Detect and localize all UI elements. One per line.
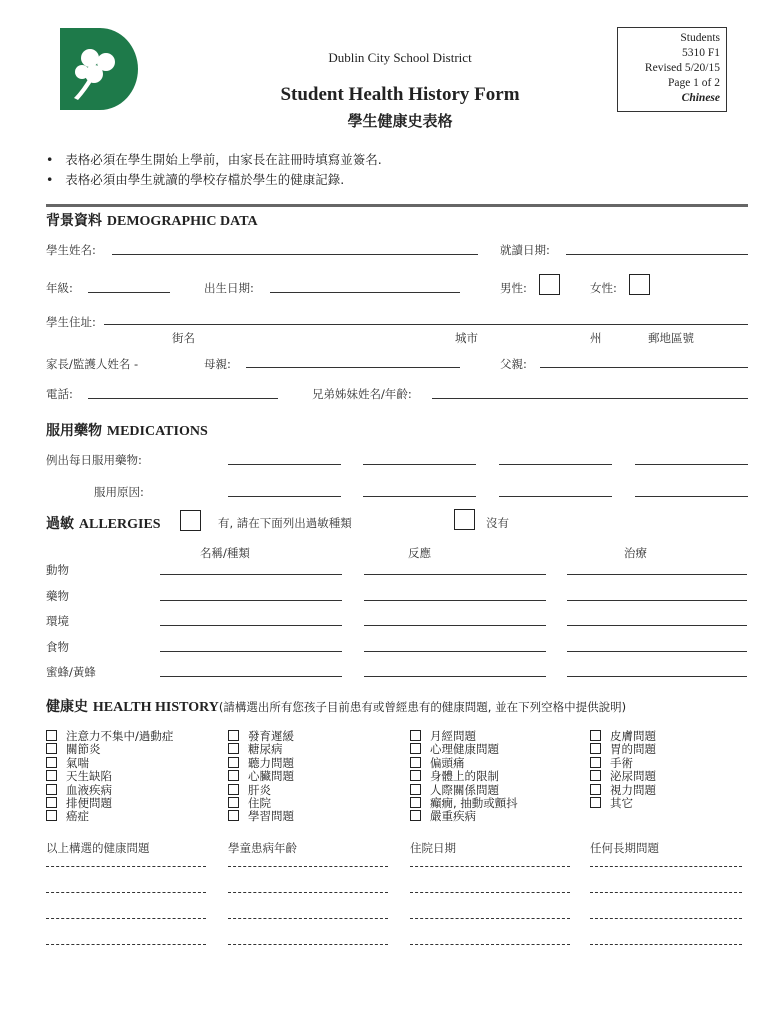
allergy-field-treatment[interactable] <box>567 676 747 677</box>
siblings-field[interactable] <box>432 398 748 399</box>
condition-label: 學習問題 <box>248 809 294 824</box>
condition-checkbox[interactable] <box>46 784 57 795</box>
hh-table-header-conditions: 以上構選的健康問題 <box>46 841 150 855</box>
condition-checkbox[interactable] <box>228 770 239 781</box>
allergies-no-label: 沒有 <box>486 516 509 530</box>
medication-field-2[interactable] <box>363 464 476 465</box>
health-detail-field[interactable] <box>228 918 388 919</box>
condition-list-3 <box>410 730 518 824</box>
condition-label: 排便問題 <box>66 796 112 811</box>
reason-field-3[interactable] <box>499 496 612 497</box>
condition-item[interactable] <box>410 743 518 756</box>
student-name-label: 學生姓名: <box>46 243 96 257</box>
condition-checkbox[interactable] <box>228 797 239 808</box>
guardian-label: 家長/監護人姓名 - <box>46 357 139 371</box>
condition-label: 血液疾病 <box>66 782 112 797</box>
condition-item[interactable] <box>590 797 656 810</box>
condition-label: 發育遲緩 <box>248 729 294 743</box>
hh-table-header-age: 學童患病年齡 <box>228 841 297 855</box>
condition-checkbox[interactable] <box>46 770 57 781</box>
condition-label: 住院 <box>248 796 271 811</box>
allergy-row-label: 蜜蜂/黃蜂 <box>46 665 96 679</box>
birth-date-label: 出生日期: <box>204 281 254 295</box>
condition-checkbox[interactable] <box>590 743 601 754</box>
condition-item[interactable] <box>46 784 173 797</box>
condition-label: 癌症 <box>66 809 89 824</box>
condition-item[interactable] <box>590 757 656 770</box>
health-detail-field[interactable] <box>228 866 388 867</box>
condition-list-4 <box>590 730 656 810</box>
condition-label: 癲癇, 抽動或顫抖 <box>430 796 518 811</box>
hh-table-header-long-term: 任何長期問題 <box>590 841 659 855</box>
page-title-chinese: 學生健康史表格 <box>347 112 453 130</box>
condition-item[interactable] <box>228 770 294 783</box>
condition-label: 月經問題 <box>430 729 476 743</box>
medication-field-3[interactable] <box>499 464 612 465</box>
health-detail-field[interactable] <box>590 892 742 893</box>
health-detail-field[interactable] <box>46 866 206 867</box>
health-detail-field[interactable] <box>228 892 388 893</box>
condition-item[interactable] <box>228 810 294 823</box>
allergy-field-reaction[interactable] <box>364 574 546 575</box>
condition-checkbox[interactable] <box>590 770 601 781</box>
allergies-heading: 過敏 ALLERGIES <box>46 516 161 532</box>
reason-field-2[interactable] <box>363 496 476 497</box>
attend-date-label: 就讀日期: <box>500 243 550 257</box>
condition-item[interactable] <box>46 730 173 743</box>
condition-checkbox[interactable] <box>46 757 57 768</box>
male-checkbox[interactable] <box>539 274 560 295</box>
allergy-field-reaction[interactable] <box>364 651 546 652</box>
condition-label: 嚴重疾病 <box>430 809 476 824</box>
health-detail-field[interactable] <box>46 944 206 945</box>
condition-checkbox[interactable] <box>410 743 421 754</box>
condition-label: 人際關係問題 <box>430 782 499 797</box>
health-detail-field[interactable] <box>410 892 570 893</box>
condition-label: 皮膚問題 <box>610 729 656 743</box>
zip-caption: 郵地區號 <box>648 331 694 345</box>
health-detail-field[interactable] <box>590 944 742 945</box>
health-detail-field[interactable] <box>410 866 570 867</box>
condition-item[interactable] <box>410 757 518 770</box>
reason-field-4[interactable] <box>635 496 748 497</box>
allergy-field-name[interactable] <box>160 600 342 601</box>
condition-list-2 <box>228 730 294 824</box>
allergy-row-label: 環境 <box>46 614 69 628</box>
allergy-field-name[interactable] <box>160 625 342 626</box>
condition-checkbox[interactable] <box>410 784 421 795</box>
city-caption: 城市 <box>455 331 478 345</box>
form-info-box <box>617 27 727 112</box>
condition-item[interactable] <box>228 797 294 810</box>
instructions-list <box>46 150 382 190</box>
allergies-yes-checkbox[interactable] <box>180 510 201 531</box>
student-name-field[interactable] <box>112 254 478 255</box>
condition-checkbox[interactable] <box>228 810 239 821</box>
allergy-field-treatment[interactable] <box>567 625 747 626</box>
condition-item[interactable] <box>590 743 656 756</box>
condition-item[interactable] <box>46 810 173 823</box>
condition-item[interactable] <box>46 743 173 756</box>
grade-label: 年級: <box>46 281 73 295</box>
street-caption: 街名 <box>172 331 195 345</box>
medications-heading: 服用藥物 MEDICATIONS <box>46 423 208 439</box>
allergy-row-label: 食物 <box>46 639 69 654</box>
attend-date-field[interactable] <box>566 254 748 255</box>
phone-field[interactable] <box>88 398 278 399</box>
condition-checkbox[interactable] <box>228 757 239 768</box>
address-field[interactable] <box>104 324 748 325</box>
father-field[interactable] <box>540 367 748 368</box>
condition-checkbox[interactable] <box>590 757 601 768</box>
condition-checkbox[interactable] <box>228 730 239 741</box>
condition-checkbox[interactable] <box>228 743 239 754</box>
allergy-field-reaction[interactable] <box>364 676 546 677</box>
medication-field-1[interactable] <box>228 464 341 465</box>
reason-label: 服用原因: <box>94 485 144 499</box>
condition-checkbox[interactable] <box>410 810 421 821</box>
state-caption: 州 <box>590 331 602 345</box>
phone-label: 電話: <box>46 387 73 401</box>
instruction-bullet: • 表格必須由學生就讀的學校存檔於學生的健康記錄. <box>46 172 345 187</box>
female-checkbox[interactable] <box>629 274 650 295</box>
condition-checkbox[interactable] <box>46 810 57 821</box>
allergy-row-label: 藥物 <box>46 588 69 603</box>
allergies-no-checkbox[interactable] <box>454 509 475 530</box>
condition-item[interactable] <box>228 784 294 797</box>
allergy-field-name[interactable] <box>160 574 342 575</box>
form-revision: Revised 5/20/15 <box>644 62 720 74</box>
condition-label: 糖尿病 <box>248 742 283 757</box>
condition-label: 聽力問題 <box>248 755 294 770</box>
condition-item[interactable] <box>410 810 518 823</box>
allergy-col-reaction: 反應 <box>408 546 431 560</box>
condition-checkbox[interactable] <box>46 743 57 754</box>
condition-label: 胃的問題 <box>610 742 656 757</box>
allergies-yes-label: 有, 請在下面列出過敏種類 <box>218 516 352 530</box>
condition-item[interactable] <box>46 770 173 783</box>
condition-label: 天生缺陷 <box>66 769 112 784</box>
condition-checkbox[interactable] <box>410 757 421 768</box>
condition-item[interactable] <box>228 743 294 756</box>
female-label: 女性: <box>590 281 617 295</box>
address-label: 學生住址: <box>46 315 96 329</box>
condition-label: 注意力不集中/過動症 <box>66 729 174 743</box>
health-detail-field[interactable] <box>410 918 570 919</box>
condition-item[interactable] <box>228 757 294 770</box>
condition-item[interactable] <box>46 797 173 810</box>
condition-label: 心理健康問題 <box>430 742 499 757</box>
condition-checkbox[interactable] <box>410 730 421 741</box>
allergy-field-treatment[interactable] <box>567 574 747 575</box>
allergy-col-name: 名稱/種類 <box>200 546 250 560</box>
mother-label: 母親: <box>204 357 231 371</box>
health-history-instruction: (請構選出所有您孩子目前患有或曾經患有的健康問題, 並在下列空格中提供說明) <box>218 700 627 714</box>
condition-label: 心臟問題 <box>248 769 294 784</box>
allergy-field-name[interactable] <box>160 651 342 652</box>
health-detail-field[interactable] <box>46 918 206 919</box>
health-detail-field[interactable] <box>228 944 388 945</box>
allergy-field-reaction[interactable] <box>364 625 546 626</box>
condition-item[interactable] <box>410 797 518 810</box>
condition-checkbox[interactable] <box>228 784 239 795</box>
allergy-field-treatment[interactable] <box>567 600 747 601</box>
daily-meds-label: 例出每日服用藥物: <box>46 453 142 467</box>
section-divider <box>46 204 748 207</box>
medication-field-4[interactable] <box>635 464 748 465</box>
condition-label: 氣喘 <box>66 755 89 770</box>
siblings-label: 兄弟姊妹姓名/年齡: <box>312 387 412 401</box>
condition-item[interactable] <box>590 730 656 743</box>
condition-checkbox[interactable] <box>590 797 601 808</box>
reason-field-1[interactable] <box>228 496 341 497</box>
form-number: 5310 F1 <box>681 47 720 59</box>
grade-field[interactable] <box>88 292 170 293</box>
condition-label: 泌尿問題 <box>610 769 656 784</box>
condition-label: 偏頭痛 <box>430 755 465 770</box>
district-name: Dublin City School District <box>328 50 472 65</box>
allergy-col-treatment: 治療 <box>624 546 647 560</box>
condition-checkbox[interactable] <box>590 730 601 741</box>
condition-label: 關節炎 <box>66 742 101 757</box>
condition-item[interactable] <box>590 770 656 783</box>
allergy-field-treatment[interactable] <box>567 651 747 652</box>
health-detail-field[interactable] <box>410 944 570 945</box>
page-title: Student Health History Form <box>280 84 520 105</box>
form-category: Students <box>680 32 720 44</box>
health-detail-field[interactable] <box>46 892 206 893</box>
condition-checkbox[interactable] <box>46 797 57 808</box>
birth-date-field[interactable] <box>270 292 460 293</box>
instruction-bullet: • 表格必須在學生開始上學前，由家長在註冊時填寫並簽名. <box>46 152 382 167</box>
condition-item[interactable] <box>410 770 518 783</box>
district-logo <box>60 28 138 110</box>
form-language: Chinese <box>681 92 720 104</box>
condition-item[interactable] <box>590 784 656 797</box>
demographic-heading: 背景資料 DEMOGRAPHIC DATA <box>46 213 258 229</box>
health-history-heading: 健康史 HEALTH HISTORY(請構選出所有您孩子目前患有或曾經患有的健康問題, 並在下列空格中提供說明) <box>46 699 627 715</box>
condition-label: 視力問題 <box>610 782 656 797</box>
condition-item[interactable] <box>410 730 518 743</box>
condition-item[interactable] <box>46 757 173 770</box>
condition-item[interactable] <box>228 730 294 743</box>
condition-checkbox[interactable] <box>410 770 421 781</box>
condition-label: 手術 <box>610 755 633 770</box>
allergy-field-reaction[interactable] <box>364 600 546 601</box>
condition-label: 其它 <box>610 796 633 811</box>
condition-checkbox[interactable] <box>590 784 601 795</box>
mother-field[interactable] <box>246 367 460 368</box>
page-number: Page 1 of 2 <box>667 77 720 89</box>
condition-checkbox[interactable] <box>410 797 421 808</box>
condition-item[interactable] <box>410 784 518 797</box>
allergy-row-label: 動物 <box>46 563 69 577</box>
hh-table-header-hospital-date: 住院日期 <box>410 841 456 855</box>
condition-label: 肝炎 <box>248 782 271 797</box>
health-detail-field[interactable] <box>590 866 742 867</box>
allergy-field-name[interactable] <box>160 676 342 677</box>
condition-list-1 <box>46 730 173 824</box>
condition-label: 身體上的限制 <box>430 769 499 784</box>
condition-checkbox[interactable] <box>46 730 57 741</box>
male-label: 男性: <box>500 281 527 295</box>
father-label: 父親: <box>500 357 527 371</box>
health-detail-field[interactable] <box>590 918 742 919</box>
